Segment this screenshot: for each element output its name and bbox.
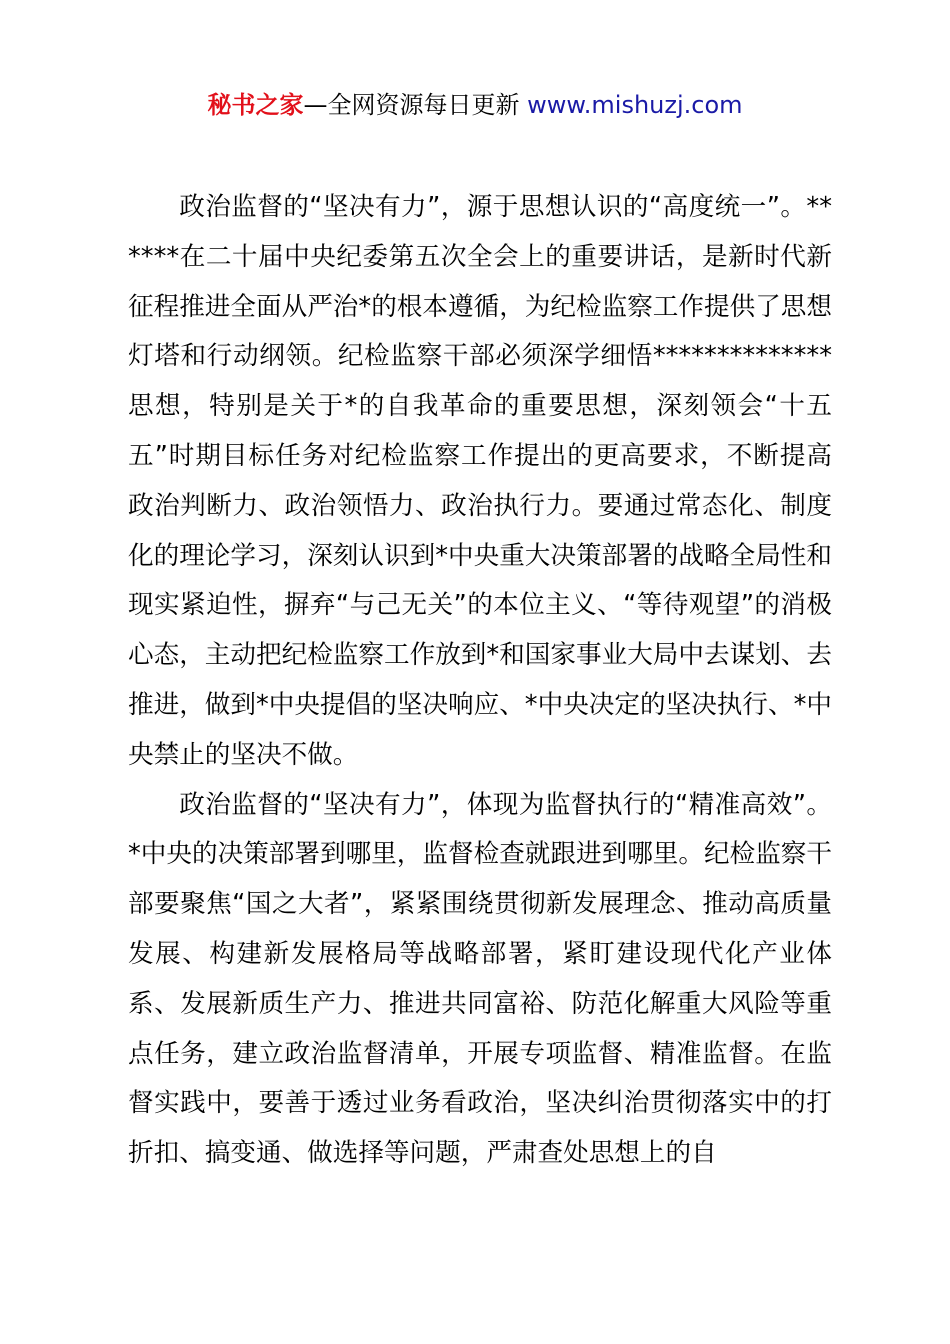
paragraph: 政治监督的“坚决有力”，体现为监督执行的“精准高效”。*中央的决策部署到哪里，监督检查就跟进到哪里。纪检监察干部要聚焦“国之大者”，紧紧围绕贯彻新发展理念、推动高质量发展、构建新发展格局等战略部署，紧盯建设现代化产业体系、发展新质生产力、推进共同富裕、防范化解重大风险等重点任务，建立政治监督清单，开展专项监督、精准监督。在监督实践中，要善于透过业务看政治，坚决纠治贯彻落实中的打折扣、搞变通、做选择等问题，严肃查处思想上的自	[128, 789, 832, 1169]
header-tagline: —全网资源每日更新	[303, 91, 528, 119]
site-header	[0, 88, 950, 122]
document-body	[128, 183, 832, 1179]
paragraph: 政治监督的“坚决有力”，源于思想认识的“高度统一”。******在二十届中央纪委第五次全会上的重要讲话，是新时代新征程推进全面从严治*的根本遵循，为纪检监察工作提供了思想灯塔和行动纲领。纪检监察干部必须深学细悟**************思想，特别是关于*的自我革命的重要思想，深刻领会“十五五”时期目标任务对纪检监察工作提出的更高要求，不断提高政治判断力、政治领悟力、政治执行力。要通过常态化、制度化的理论学习，深刻认识到*中央重大决策部署的战略全局性和现实紧迫性，摒弃“与己无关”的本位主义、“等待观望”的消极心态，主动把纪检监察工作放到*和国家事业大局中去谋划、去推进，做到*中央提倡的坚决响应、*中央决定的坚决执行、*中央禁止的坚决不做。	[128, 192, 832, 770]
site-url-link[interactable]: www.mishuzj.com	[527, 91, 743, 119]
brand-name: 秘书之家	[207, 91, 304, 119]
